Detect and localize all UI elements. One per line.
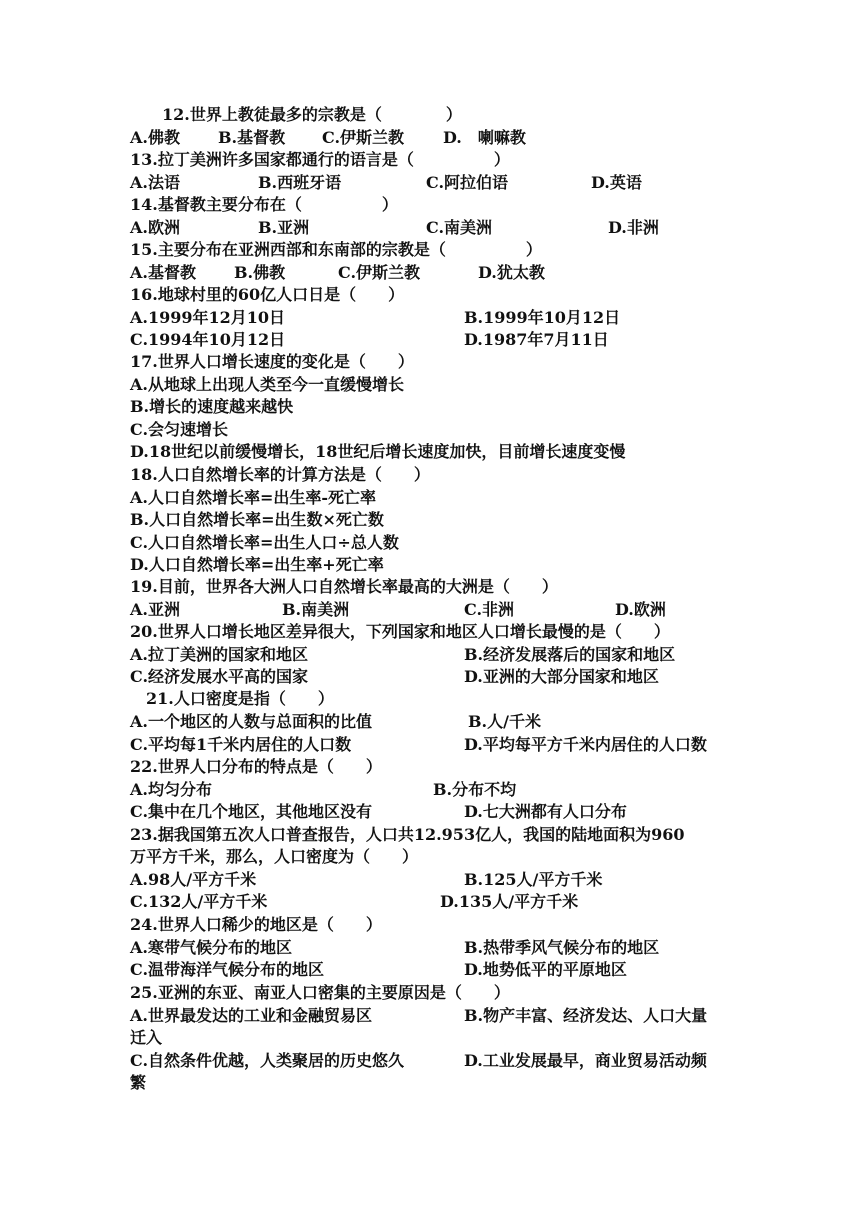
option-24b: B.热带季风气候分布的地区 bbox=[464, 938, 660, 957]
option-14b: B.亚洲 bbox=[258, 218, 310, 237]
question-21: 21.人口密度是指（ ） bbox=[146, 689, 334, 708]
option-17d: D.18世纪以前缓慢增长，18世纪后增长速度加快，目前增长速度变慢 bbox=[130, 442, 626, 461]
question-23: 23.据我国第五次人口普查报告，人口共12.953亿人，我国的陆地面积为960 bbox=[130, 825, 685, 844]
option-20a: A.拉丁美洲的国家和地区 bbox=[130, 645, 308, 664]
option-13b: B.西班牙语 bbox=[258, 173, 342, 192]
option-24a: A.寒带气候分布的地区 bbox=[130, 938, 292, 957]
option-20b: B.经济发展落后的国家和地区 bbox=[464, 645, 676, 664]
option-23d: D.135人/平方千米 bbox=[440, 892, 579, 911]
option-25a: A.世界最发达的工业和金融贸易区 bbox=[130, 1006, 372, 1025]
option-22a: A.均匀分布 bbox=[130, 780, 212, 799]
question-15: 15.主要分布在亚洲西部和东南部的宗教是（ ） bbox=[130, 240, 542, 259]
option-25d-cont: 繁 bbox=[130, 1073, 147, 1092]
option-21d: D.平均每平方千米内居住的人口数 bbox=[464, 735, 707, 754]
option-21c: C.平均每1千米内居住的人口数 bbox=[130, 735, 352, 754]
option-18a: A.人口自然增长率=出生率-死亡率 bbox=[130, 488, 377, 507]
option-17c: C.会匀速增长 bbox=[130, 420, 229, 439]
option-25b-cont: 迁入 bbox=[130, 1028, 163, 1047]
option-17b: B.增长的速度越来越快 bbox=[130, 397, 294, 416]
option-22c: C.集中在几个地区，其他地区没有 bbox=[130, 802, 373, 821]
question-25: 25.亚洲的东亚、南亚人口密集的主要原因是（ ） bbox=[130, 983, 510, 1002]
option-16a: A.1999年12月10日 bbox=[130, 308, 286, 327]
option-25b: B.物产丰富、经济发达、人口大量 bbox=[464, 1006, 708, 1025]
option-15a: A.基督教 bbox=[130, 263, 196, 282]
question-23-cont: 万平方千米，那么，人口密度为（ ） bbox=[130, 847, 419, 866]
question-24: 24.世界人口稀少的地区是（ ） bbox=[130, 915, 382, 934]
option-15c: C.伊斯兰教 bbox=[338, 263, 421, 282]
option-16d: D.1987年7月11日 bbox=[464, 330, 609, 349]
question-19: 19.目前，世界各大洲人口自然增长率最高的大洲是（ ） bbox=[130, 577, 558, 596]
option-21a: A.一个地区的人数与总面积的比值 bbox=[130, 712, 372, 731]
option-13d: D.英语 bbox=[591, 173, 642, 192]
option-15b: B.佛教 bbox=[234, 263, 286, 282]
option-19d: D.欧洲 bbox=[615, 600, 666, 619]
option-12d: D. 喇嘛教 bbox=[443, 128, 526, 147]
question-18: 18.人口自然增长率的计算方法是（ ） bbox=[130, 465, 430, 484]
option-19c: C.非洲 bbox=[464, 600, 515, 619]
option-23a: A.98人/平方千米 bbox=[130, 870, 257, 889]
question-22: 22.世界人口分布的特点是（ ） bbox=[130, 757, 382, 776]
option-18d: D.人口自然增长率=出生率+死亡率 bbox=[130, 555, 384, 574]
option-18c: C.人口自然增长率=出生人口÷总人数 bbox=[130, 533, 399, 552]
option-14d: D.非洲 bbox=[608, 218, 659, 237]
option-14c: C.南美洲 bbox=[426, 218, 493, 237]
option-21b: B.人/千米 bbox=[468, 712, 541, 731]
option-24d: D.地势低平的平原地区 bbox=[464, 960, 627, 979]
option-18b: B.人口自然增长率=出生数×死亡数 bbox=[130, 510, 384, 529]
question-17: 17.世界人口增长速度的变化是（ ） bbox=[130, 352, 414, 371]
option-16b: B.1999年10月12日 bbox=[464, 308, 621, 327]
question-16: 16.地球村里的60亿人口日是（ ） bbox=[130, 285, 405, 304]
option-23c: C.132人/平方千米 bbox=[130, 892, 268, 911]
question-12: 12.世界上教徒最多的宗教是（ ） bbox=[162, 105, 462, 124]
option-23b: B.125人/平方千米 bbox=[464, 870, 603, 889]
option-13a: A.法语 bbox=[130, 173, 180, 192]
option-13c: C.阿拉伯语 bbox=[426, 173, 509, 192]
option-12c: C.伊斯兰教 bbox=[322, 128, 405, 147]
option-16c: C.1994年10月12日 bbox=[130, 330, 286, 349]
option-25c: C.自然条件优越，人类聚居的历史悠久 bbox=[130, 1051, 405, 1070]
option-17a: A.从地球上出现人类至今一直缓慢增长 bbox=[130, 375, 404, 394]
option-19b: B.南美洲 bbox=[282, 600, 350, 619]
option-20c: C.经济发展水平高的国家 bbox=[130, 667, 309, 686]
option-25d: D.工业发展最早，商业贸易活动频 bbox=[464, 1051, 707, 1070]
option-12b: B.基督教 bbox=[218, 128, 286, 147]
option-24c: C.温带海洋气候分布的地区 bbox=[130, 960, 325, 979]
option-20d: D.亚洲的大部分国家和地区 bbox=[464, 667, 659, 686]
question-20: 20.世界人口增长地区差异很大，下列国家和地区人口增长最慢的是（ ） bbox=[130, 622, 670, 641]
option-19a: A.亚洲 bbox=[130, 600, 180, 619]
question-14: 14.基督教主要分布在（ ） bbox=[130, 195, 398, 214]
option-15d: D.犹太教 bbox=[478, 263, 545, 282]
question-13: 13.拉丁美洲许多国家都通行的语言是（ ） bbox=[130, 150, 510, 169]
option-12a: A.佛教 bbox=[130, 128, 180, 147]
option-22d: D.七大洲都有人口分布 bbox=[464, 802, 627, 821]
option-14a: A.欧洲 bbox=[130, 218, 180, 237]
option-22b: B.分布不均 bbox=[433, 780, 517, 799]
